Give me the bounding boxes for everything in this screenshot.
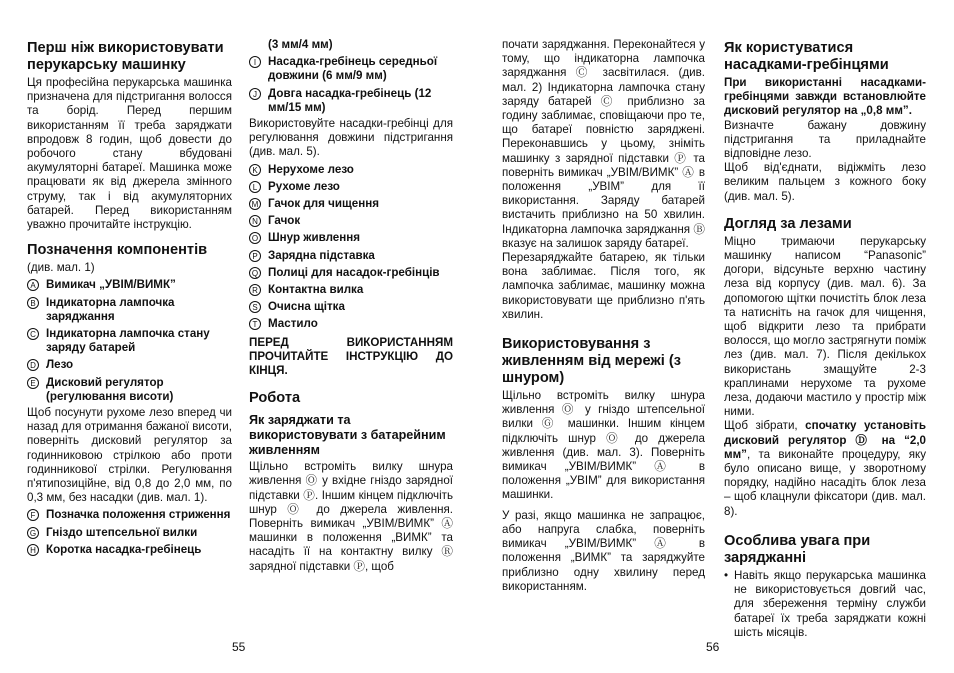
component-item [27,376,232,404]
paragraph-combs-length: Визначте бажану довжину підстригання та приладнайте відповідне лезо. [724,118,926,161]
component-list-2 [27,508,232,557]
letter-mark: C [27,328,39,340]
component-list-1 [27,278,232,404]
component-label: Довга насадка-гребінець (12 мм/15 мм) [268,86,432,114]
component-item [27,327,232,355]
letter-mark: D [27,359,39,371]
component-item [249,249,453,263]
letter-mark: I [249,56,261,68]
component-item [249,300,453,314]
letter-mark: R [249,284,261,296]
component-label: Позначка положення стриження [46,508,231,522]
paragraph-charging-cont: почати заряджання. Переконайтеся у тому, що індикаторна лампочка заряджання Ⓒ засвітилася. (див. мал. 2) Індикаторна лампочка стану заряду батарей Ⓒ приблизно за годину заблимає, сповіщаючи про те, що батареї повністю заряджені. Переконавшись у цьому, зніміть машинку з зарядної підставки Ⓟ та поверніть вимикач „УВІМ/ВИМК” Ⓐ в положення „УВІМ” для її використання. Заряду батарей вистачить приблизно на 50 хвилин. Індикаторна лампочка заряджання Ⓑ вказує на залишок заряду батареї. [502,38,705,250]
column-4 [724,34,926,640]
component-item [27,296,232,324]
component-item [249,231,453,245]
heading-charging: Як заряджати та використовувати з батарейним живленням [249,413,446,458]
heading-mains-use: Використовування з живленням від мережі (з шнуром) [502,336,681,387]
component-item [27,526,232,540]
component-label: Насадка-гребінець середньої довжини (6 мм/9 мм) [268,55,438,83]
component-item [249,87,453,115]
component-label: Гачок для чищення [268,197,379,211]
comb-size-continuation: (3 мм/4 мм) [268,38,333,51]
component-label: Лезо [46,358,74,372]
component-item [249,266,453,280]
paragraph-mains-use: Щільно встроміть вилку шнура живлення Ⓞ у гніздо штепсельної вилки Ⓖ машинки. Іншим кінцем підключіть шнур Ⓞ до джерела живлення (див. мал. 3). Поверніть вимикач „УВІМ/ВИМК” Ⓐ в положення „УВІМ” для використання машинки. [502,389,705,502]
reassemble-bold: спочатку установіть дисковий регулятор Ⓓ на “2,0 мм” [724,419,926,461]
component-label: Шнур живлення [268,231,361,245]
component-item [249,163,453,177]
component-item [249,214,453,228]
component-label: Очисна щітка [268,300,345,314]
component-item [27,278,232,292]
component-item [249,180,453,194]
component-label: Індикаторна лампочка стану заряду батарей [46,327,210,355]
heading-components: Позначення компонентів [27,242,208,259]
component-item [249,283,453,297]
reassemble-text-end: , та виконайте процедуру, яку було описано вище, у зворотному порядку, надійно насадіть блок леза – щоб клацнули фіксатори (див. мал. 8). [724,447,926,518]
letter-mark: A [27,279,39,291]
letter-mark: N [249,215,261,227]
component-item [249,55,453,83]
component-label: Нерухоме лезо [268,162,354,176]
bullet-item [724,569,926,640]
component-label: Рухоме лезо [268,179,340,193]
component-label: Коротка насадка-гребінець [46,542,202,556]
column-2 [249,38,453,574]
letter-mark: S [249,301,261,313]
letter-mark: K [249,164,261,176]
page-number-right: 56 [706,640,720,654]
letter-mark: E [27,377,39,389]
component-label: Мастило [268,317,318,331]
paragraph-charging: Щільно встроміть вилку шнура живлення Ⓞ у вхідне гніздо зарядної підставки Ⓟ. Іншим кінцем підключіть шнур Ⓞ до джерела живлення. Поверніть вимикач „УВІМ/ВИМК” Ⓐ машинки в положення „ВИМК” та насадіть її на контактну вилку Ⓡ зарядної підставки Ⓟ, щоб [249,460,453,573]
reassemble-text-start: Щоб зібрати, [724,419,806,433]
component-label: Гачок [268,214,301,228]
column-1 [27,34,232,559]
heading-blade-care: Догляд за лезами [724,215,852,232]
paragraph-height-adjust: Щоб посунути рухоме лезо вперед чи назад для отримання бажаної висоти, поверніть дисковий регулятор за годинниковою стрілкою або проти годинникової стрілки. Регулювання п'ятипозиційне, від 0,8 до 2,0 мм, по 0,3 мм, без насадки (див. мал. 1). [27,406,232,505]
component-label: Контактна вилка [268,283,364,297]
paragraph-combs: Використовуйте насадки-гребінці для регулювання довжини підстригання (див. мал. 5). [249,117,453,159]
component-label: Полиці для насадок-гребінців [268,265,440,279]
bullet-text: Навіть якщо перукарська машинка не використовується довгий час, для збереження терміну служби батареї їх треба заряджати кожні шість місяців. [734,568,926,639]
letter-mark: L [249,181,261,193]
heading-before-use: Перш ніж використовувати перукарську машинку [27,40,224,73]
component-label: Гніздо штепсельної вилки [46,525,198,539]
bullet-dot: • [724,568,729,582]
heading-charging-attention: Особлива увага при заряджанні [724,532,871,566]
letter-mark: O [249,232,261,244]
heading-using-combs: Як користуватися насадками-гребінцями [724,40,889,73]
paragraph-blade-care: Міцно тримаючи перукарську машинку написом “Panasonic” догори, відсуньте верхню частину леза від корпусу (див. мал. 6). За допомогою щітки почистіть блок леза та натисніть на гачок для чищення, щоб відкрити лезо та прибрати волосся, що могло застрягнути поміж лез (див. мал. 7). Після декількох використань змащуйте 2-3 краплинами нерухоме та рухоме леза, додаючи мастило у простір між ними. [724,234,926,419]
paragraph-recharge: Перезаряджайте батарею, як тільки вона заблимає. Після того, як лампочка заблимає, машинку можна використовувати ще приблизно п'ять хвилин. [502,251,705,321]
component-label: Індикаторна лампочка заряджання [46,295,175,323]
letter-mark: T [249,318,261,330]
letter-mark: F [27,509,39,521]
component-item [27,358,232,372]
letter-mark: H [27,544,39,556]
paragraph-no-start: У разі, якщо машинка не запрацює, або напруга слабка, поверніть вимикач „УВІМ/ВИМК” Ⓐ в положення „ВИМК” та заряджуйте приблизно одну хвилину перед використанням. [502,508,705,593]
letter-mark: J [249,88,261,100]
paragraph-reassemble [724,419,926,518]
letter-mark: B [27,297,39,309]
column-3 [502,38,705,594]
component-item [249,197,453,211]
read-instructions-warning: ПЕРЕД ВИКОРИСТАННЯМ ПРОЧИТАЙТЕ ІНСТРУКЦІЮ ДО КІНЦЯ. [249,335,453,378]
letter-mark: P [249,250,261,262]
component-list-3 [249,163,453,332]
page-number-left: 55 [232,640,246,654]
component-item [27,543,232,557]
paragraph-combs-detach: Щоб від'єднати, відіжміть лезо великим пальцем з кожного боку (див. мал. 5). [724,161,926,203]
paragraph-intro: Ця професійна перукарська машинка призначена для підстригання волосся та борід. Перед першим використанням її треба заряджати впродовж 8 годин, щоб довести до робочого стану вбудовані акумуляторні батареї. Машинка може працювати як від джерела змінного струму, так і від акумуляторних батарей. Перед використанням уважно прочитайте інструкцію. [27,76,232,232]
letter-mark: G [27,527,39,539]
component-label: Вимикач „УВІМ/ВИМК” [46,278,176,292]
heading-operation: Робота [249,390,301,407]
paragraph-see-fig1: (див. мал. 1) [27,261,95,275]
letter-mark: Q [249,267,261,279]
letter-mark: M [249,198,261,210]
component-item [27,508,232,522]
component-label: Зарядна підставка [268,248,375,262]
component-label: Дисковий регулятор (регулювання висоти) [46,375,174,403]
combs-dial-notice: При використанні насадками-гребінцями завжди встановлюйте дисковий регулятор на „0,8 мм”. [724,76,926,118]
component-item [249,317,453,331]
